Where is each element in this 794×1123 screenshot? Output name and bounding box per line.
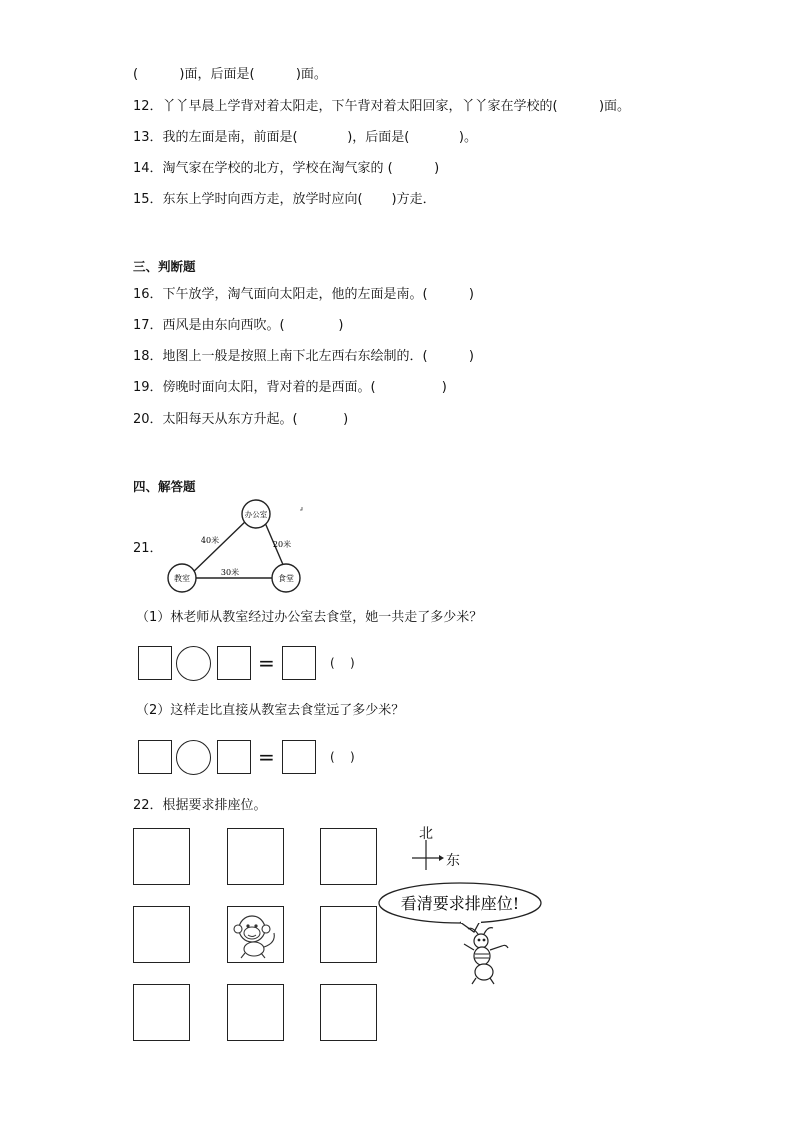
judge-question-18: 18．地图上一般是按照上南下北左西右东绘制的．( ) <box>133 349 475 364</box>
seat-box[interactable] <box>133 984 190 1041</box>
distance-office-canteen: 20米 <box>272 540 292 549</box>
seat-box[interactable] <box>227 984 284 1041</box>
answer-box[interactable] <box>217 646 251 680</box>
question-21-number: 21． <box>133 541 163 556</box>
fill-in-question-14: 14．淘气家在学校的北方，学校在淘气家的 ( ) <box>133 161 440 176</box>
fill-in-question-13: 13．我的左面是南，前面是( )，后面是( )。 <box>133 130 478 145</box>
compass-east-label: 东 <box>446 853 460 869</box>
unit-paren: ( ) <box>330 750 355 764</box>
section-title-judge: 三、判断题 <box>133 259 196 274</box>
question-21-sub1: （1）林老师从教室经过办公室去食堂，她一共走了多少米？ <box>136 610 483 625</box>
answer-box[interactable] <box>282 740 316 774</box>
judge-question-20: 20．太阳每天从东方升起。( ) <box>133 412 349 427</box>
seat-box[interactable] <box>133 828 190 885</box>
unit-paren: ( ) <box>330 656 355 670</box>
node-classroom-label: 教室 <box>174 574 190 583</box>
seat-box[interactable] <box>320 828 377 885</box>
monkey-icon <box>228 907 283 962</box>
question-21-sub2: （2）这样走比直接从教室去食堂远了多少米？ <box>136 703 405 718</box>
seat-box-monkey[interactable] <box>227 906 284 963</box>
compass-north-label: 北 <box>419 826 433 842</box>
seat-box[interactable] <box>227 828 284 885</box>
node-canteen-label: 食堂 <box>278 574 294 583</box>
answer-box[interactable] <box>282 646 316 680</box>
answer-box[interactable] <box>138 646 172 680</box>
operator-circle[interactable] <box>176 740 211 775</box>
seat-box[interactable] <box>133 906 190 963</box>
distance-class-canteen: 30米 <box>220 568 240 577</box>
speech-bubble <box>376 878 546 933</box>
fill-in-question-12: 12．丫丫早晨上学背对着太阳走，下午背对着太阳回家，丫丫家在学校的( )面。 <box>133 99 631 114</box>
judge-question-16: 16．下午放学，淘气面向太阳走，他的左面是南。( ) <box>133 287 475 302</box>
seat-box[interactable] <box>320 906 377 963</box>
equals-sign: = <box>258 651 275 675</box>
speech-bubble-text: 看清要求排座位! <box>400 894 520 913</box>
answer-box[interactable] <box>217 740 251 774</box>
question-22-text: 22．根据要求排座位。 <box>133 798 267 813</box>
triangle-diagram <box>160 495 360 605</box>
fill-in-question-15: 15．东东上学时向西方走，放学时应向( )方走． <box>133 192 436 207</box>
section-title-answer: 四、解答题 <box>133 479 196 494</box>
judge-question-19: 19．傍晚时面向太阳，背对着的是西面。( ) <box>133 380 447 395</box>
compass-arrows-icon <box>408 823 448 873</box>
answer-box[interactable] <box>138 740 172 774</box>
node-office-label: 办公室 <box>244 510 268 519</box>
equals-sign: = <box>258 745 275 769</box>
seat-box[interactable] <box>320 984 377 1041</box>
fill-in-line-11: ( )面，后面是( )面。 <box>133 67 327 82</box>
operator-circle[interactable] <box>176 646 211 681</box>
judge-question-17: 17．西风是由东向西吹。( ) <box>133 318 344 333</box>
ant-icon <box>458 926 513 986</box>
compass <box>408 823 468 873</box>
distance-class-office: 40米 <box>200 536 220 545</box>
